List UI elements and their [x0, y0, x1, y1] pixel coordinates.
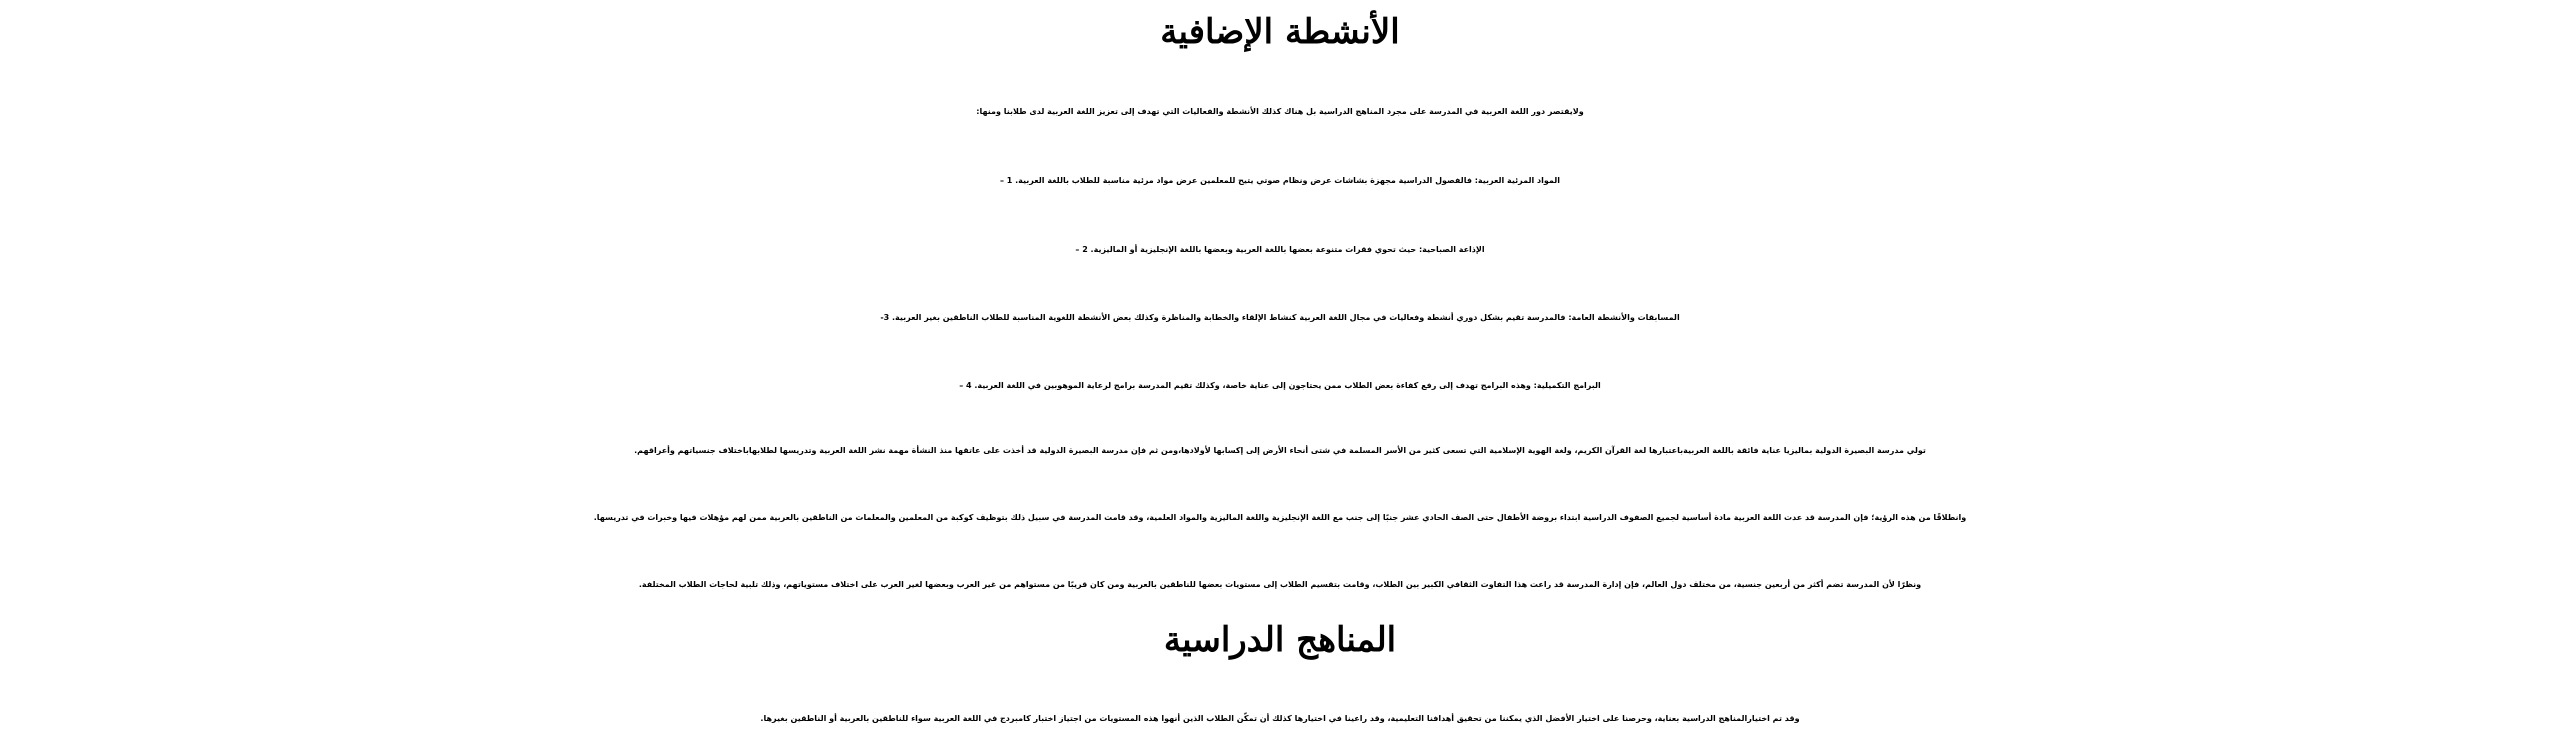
activity-item-supplementary-programs: البرامج التكميلية: وهذه البرامج تهدف إلى رفع كفاءة بعض الطلاب ممن يحتاجون إلى عناية خاصة، وكذلك تقيم المدرسة برامج لرعاية الموهوبين في اللغة العربية. 4 –	[959, 381, 1601, 390]
body-paragraph-nationalities: ونظرًا لأن المدرسة تضم أكثر من أربعين جنسية، من مختلف دول العالم، فإن إدارة المدرسة قد راعت هذا التفاوت الثقافي الكبير بين الطلاب، وقامت بتقسيم الطلاب إلى مستويات بعضها للناطقين بالعربية ومن كان قريبًا من مستواهم من غير العرب وبعضها لغير العرب على اختلاف مستوياتهم، وذلك تلبية لحاجات الطلاب المختلفة.	[638, 580, 1922, 589]
body-paragraph-curricula: وقد تم اختيارالمناهج الدراسية بعناية، وحرصنا على اختيار الأفضل الذي يمكننا من تحقيق أهدافنا التعليمية، وقد راعينا في اختيارها كذلك أن تمكّن الطلاب الذين أنهوا هذه المستويات من اجتياز اختبار كامبردج في اللغة العربية سواء للناطقين بالعربية أو الناطقين بغيرها.	[760, 714, 1800, 723]
activity-item-visual-materials: المواد المرئية العربية: فالفصول الدراسية مجهزة بشاشات عرض ونظام صوتي يتيح للمعلمين عرض مواد مرئية مناسبة للطلاب باللغة العربية. 1 –	[999, 176, 1561, 185]
section-heading-curricula: المناهج الدراسية	[1163, 620, 1397, 660]
body-paragraph-vision: وانطلاقًا من هذه الرؤية؛ فإن المدرسة قد عدت اللغة العربية مادة أساسية لجميع الصفوف الدراسية ابتداء بروضة الأطفال حتى الصف الحادي عشر جنبًا إلى جنب مع اللغة الإنجليزية واللغة الماليزية والمواد العلمية، وقد قامت المدرسة في سبيل ذلك بتوظيف كوكبة من المعلمين والمعلمات من الناطقين بالعربية ممن لهم مؤهلات فيها وخبرات في تدريسها.	[593, 513, 1967, 522]
activity-item-morning-broadcast: الإذاعة الصباحية: حيث تحوي فقرات متنوعة بعضها باللغة العربية وبعضها باللغة الإنجليزية أو الماليزية. 2 –	[1075, 245, 1485, 254]
section-heading-extra-activities: الأنشطة الإضافية	[1160, 12, 1400, 52]
intro-paragraph: ولايقتصر دور اللغة العربية في المدرسة على مجرد المناهج الدراسية بل هناك كذلك الأنشطة والفعاليات التي تهدف إلى تعزيز اللغة العربية لدى طلابنا ومنها:	[976, 107, 1584, 116]
activity-item-competitions: المسابقات والأنشطة العامة: فالمدرسة تقيم بشكل دوري أنشطة وفعاليات في مجال اللغة العربية كنشاط الإلقاء والخطابة والمناظرة وكذلك بعض الأنشطة اللغوية المناسبة للطلاب الناطقين بغير العربية. 3-	[880, 313, 1680, 322]
body-paragraph-school-care: تولي مدرسة البصيرة الدولية بماليزيا عناية فائقة باللغة العربيةباعتبارها لغة القرآن الكريم، ولغة الهوية الإسلامية التي تسعى كثير من الأسر المسلمة في شتى أنحاء الأرض إلى إكسابها لأولادها،ومن ثم فإن مدرسة البصيرة الدولية قد أخذت على عاتقها منذ النشأة مهمة نشر اللغة العربية وتدريسها لطلابهاباختلاف جنسياتهم وأعراقهم.	[634, 446, 1926, 455]
